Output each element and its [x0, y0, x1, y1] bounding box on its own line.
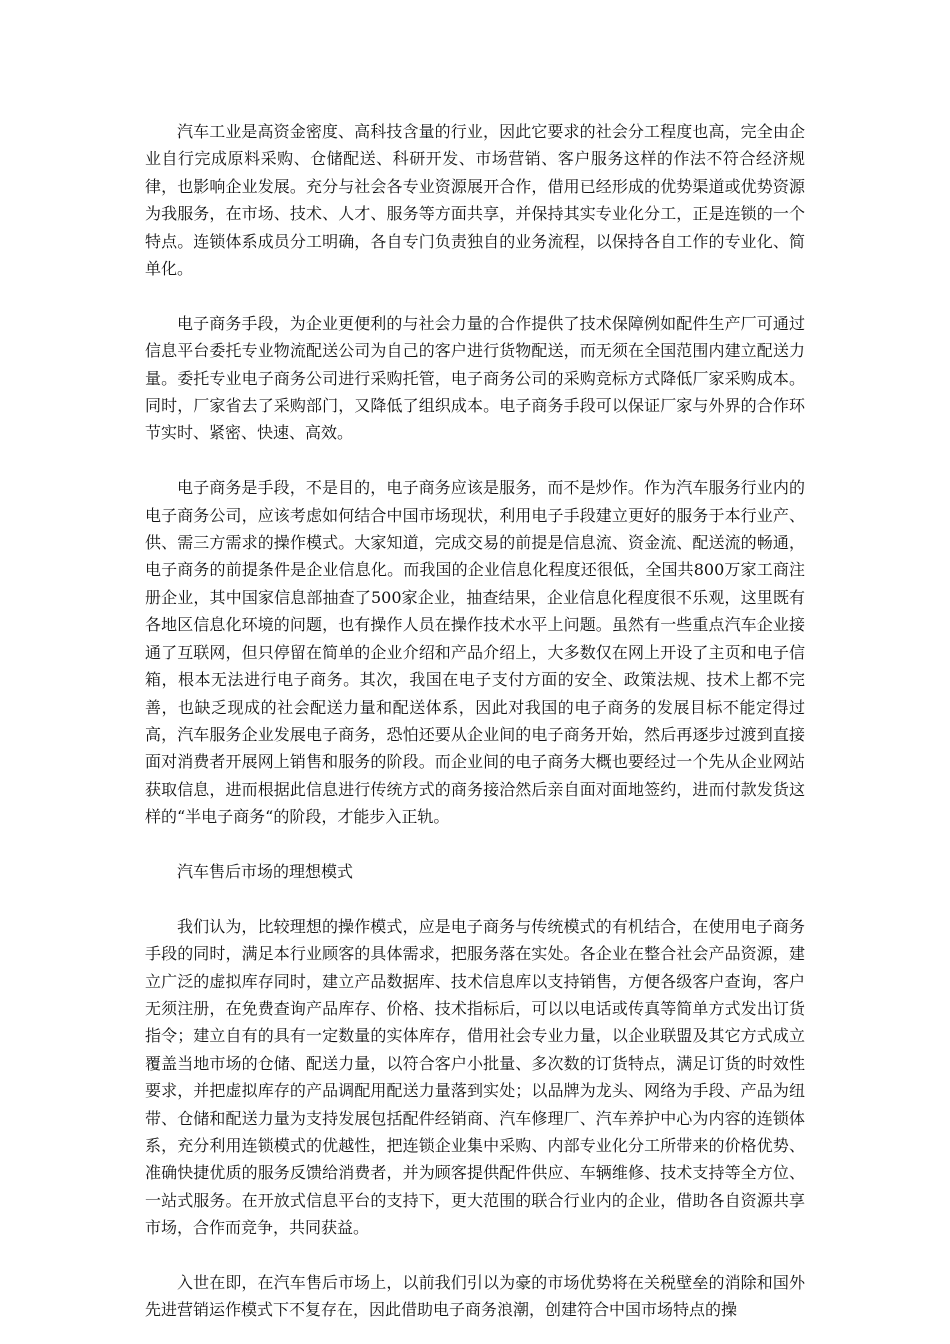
paragraph-5: 入世在即，在汽车售后市场上，以前我们引以为豪的市场优势将在关税壁垒的消除和国外先进营销运作模式下不复存在，因此借助电子商务浪潮，创建符合中国市场特点的操 — [145, 1272, 805, 1320]
paragraph-1: 汽车工业是高资金密度、高科技含量的行业，因此它要求的社会分工程度也高，完全由企业自行完成原料采购、仓储配送、科研开发、市场营销、客户服务这样的作法不符合经济规律，也影响企业发展。充分与社会各专业资源展开合作，借用已经形成的优势渠道或优势资源为我服务，在市场、技术、人才、服务等方面共享，并保持其实专业化分工，正是连锁的一个特点。连锁体系成员分工明确，各自专门负责独自的业务流程，以保持各自工作的专业化、简单化。 — [145, 122, 805, 279]
paragraph-3: 电子商务是手段，不是目的，电子商务应该是服务，而不是炒作。作为汽车服务行业内的电子商务公司，应该考虑如何结合中国市场现状，利用电子手段建立更好的服务于本行业产、供、需三方需求的操作模式。大家知道，完成交易的前提是信息流、资金流、配送流的畅通，电子商务的前提条件是企业信息化。而我国的企业信息化程度还很低，全国共800万家工商注册企业，其中国家信息部抽查了500家企业，抽查结果，企业信息化程度很不乐观，这里既有各地区信息化环境的问题，也有操作人员在操作技术水平上问题。虽然有一些重点汽车企业接通了互联网，但只停留在简单的企业介绍和产品介绍上，大多数仅在网上开设了主页和电子信箱，根本无法进行电子商务。其次，我国在电子支付方面的安全、政策法规、技术上都不完善，也缺乏现成的社会配送力量和配送体系，因此对我国的电子商务的发展目标不能定得过高，汽车服务企业发展电子商务，恐怕还要从企业间的电子商务开始，然后再逐步过渡到直接面对消费者开展网上销售和服务的阶段。而企业间的电子商务大概也要经过一个先从企业网站获取信息，进而根据此信息进行传统方式的商务接洽然后亲自面对面地签约，进而付款发货这样的“半电子商务“的阶段，才能步入正轨。 — [145, 478, 805, 827]
section-heading: 汽车售后市场的理想模式 — [177, 861, 354, 881]
paragraph-4: 我们认为，比较理想的操作模式，应是电子商务与传统模式的有机结合，在使用电子商务手段的同时，满足本行业顾客的具体需求，把服务落在实处。各企业在整合社会产品资源，建立广泛的虚拟库存同时，建立产品数据库、技术信息库以支持销售，方便各级客户查询，客户无须注册，在免费查询产品库存、价格、技术指标后，可以以电话或传真等简单方式发出订货指令；建立自有的具有一定数量的实体库存，借用社会专业力量，以企业联盟及其它方式成立覆盖当地市场的仓储、配送力量，以符合客户小批量、多次数的订货特点，满足订货的时效性要求，并把虚拟库存的产品调配用配送力量落到实处；以品牌为龙头、网络为手段、产品为纽带、仓储和配送力量为支持发展包括配件经销商、汽车修理厂、汽车养护中心为内容的连锁体系，充分利用连锁模式的优越性，把连锁企业集中采购、内部专业化分工所带来的价格优势、准确快捷优质的服务反馈给消费者，并为顾客提供配件供应、车辆维修、技术支持等全方位、一站式服务。在开放式信息平台的支持下，更大范围的联合行业内的企业，借助各自资源共享市场，合作而竞争，共同获益。 — [145, 916, 805, 1238]
document-page — [145, 118, 805, 1324]
paragraph-2: 电子商务手段，为企业更便利的与社会力量的合作提供了技术保障例如配件生产厂可通过信息平台委托专业物流配送公司为自己的客户进行货物配送，而无须在全国范围内建立配送力量。委托专业电子商务公司进行采购托管，电子商务公司的采购竞标方式降低厂家采购成本。同时，厂家省去了采购部门，又降低了组织成本。电子商务手段可以保证厂家与外界的合作环节实时、紧密、快速、高效。 — [145, 313, 805, 443]
